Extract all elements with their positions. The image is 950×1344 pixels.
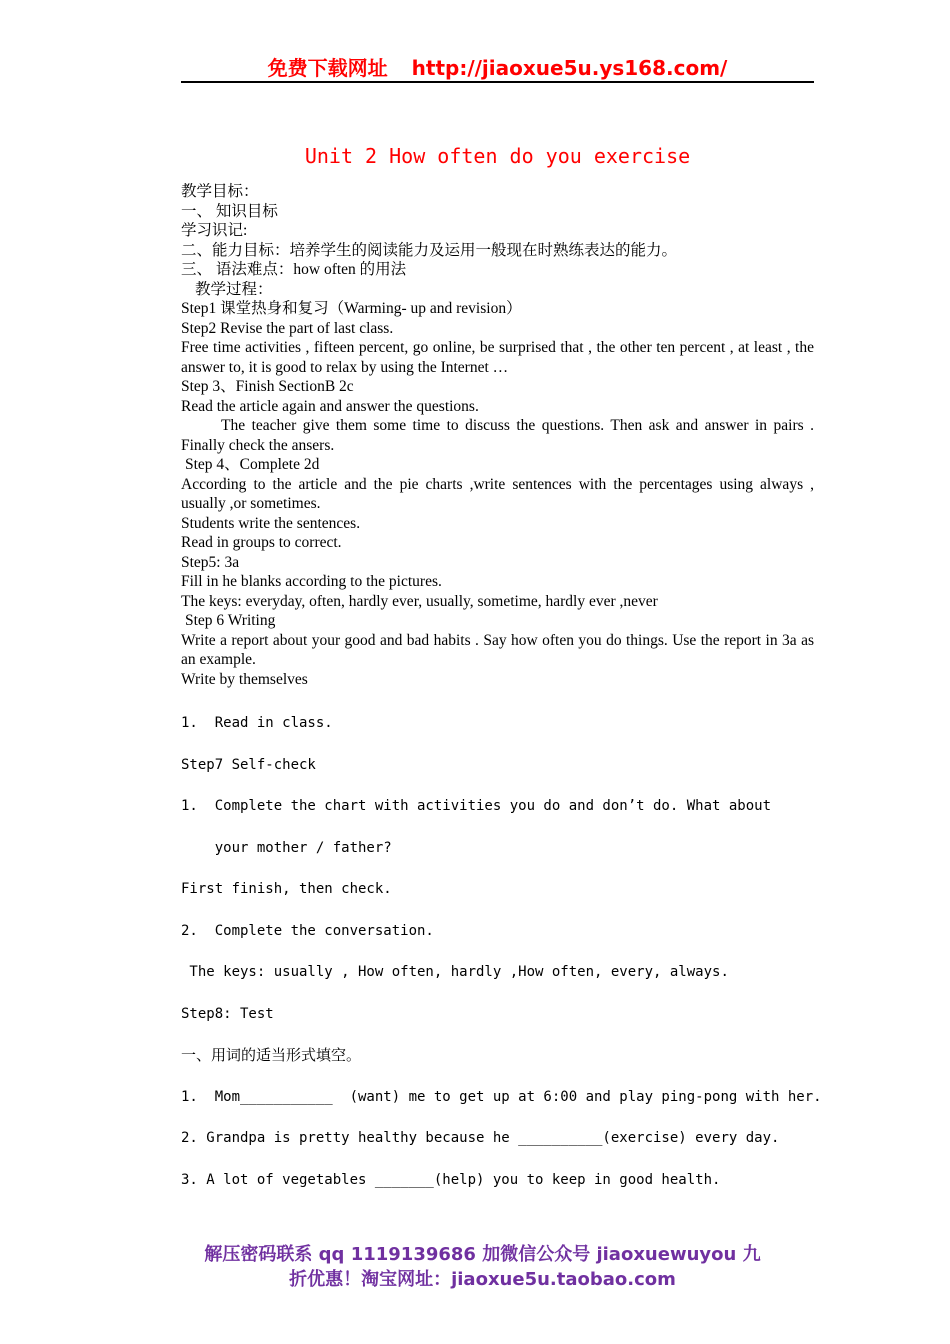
step2-heading: Step2 Revise the part of last class. [181, 319, 394, 337]
teaching-goals-heading: 教学目标： [181, 183, 259, 200]
step7-heading: Step7 Self-check [181, 757, 316, 773]
header-label: 免费下载网址 [267, 56, 388, 80]
test-section-heading: 一、用词的适当形式填空。 [181, 1046, 362, 1064]
header-url-link[interactable]: http://jiaoxue5u.ys168.com/ [411, 56, 728, 80]
test-question-3: 3. A lot of vegetables _______(help) you to keep in good health. [181, 1172, 721, 1188]
step2-phrases: Free time activities , fifteen percent, go online, be surprised that , the other ten percent , at least , the answer to, it is good to relax by using the Internet … [181, 339, 814, 376]
memorize-line: 学习识记: [181, 222, 248, 239]
step5-keys: The keys: everyday, often, hardly ever, usually, sometime, hardly ever ,never [181, 592, 658, 610]
step4-heading: Step 4、Complete 2d [185, 456, 320, 473]
footer-line-2: 折优惠！淘宝网址：jiaoxue5u.taobao.com [289, 1269, 676, 1290]
step4-instruction: According to the article and the pie charts ,write sentences with the percentages using always , usually ,or sometimes. [181, 475, 814, 512]
page-footer [175, 1242, 790, 1292]
footer-line-1: 解压密码联系 qq 1119139686 加微信公众号 jiaoxuewuyou 九 [204, 1244, 761, 1265]
grammar-difficulty: 三、 语法难点：how often 的用法 [181, 261, 407, 278]
document-title: Unit 2 How often do you exercise [304, 144, 691, 168]
self-check-item-1-cont: your mother / father? [181, 840, 392, 856]
self-check-item-1: 1. Complete the chart with activities you do and don’t do. What about [181, 798, 772, 814]
self-check-item-2: 2. Complete the conversation. [181, 923, 434, 939]
step6-write: Write by themselves [181, 670, 308, 688]
step5-instruction: Fill in he blanks according to the pictures. [181, 573, 442, 590]
ability-goal: 二、能力目标：培养学生的阅读能力及运用一般现在时熟练表达的能力。 [181, 241, 678, 259]
test-question-1: 1. Mom___________ (want) me to get up at 6:00 and play ping-pong with her. [181, 1089, 822, 1105]
test-question-2: 2. Grandpa is pretty healthy because he __________(exercise) every day. [181, 1130, 780, 1146]
knowledge-goal: 一、 知识目标 [181, 202, 278, 220]
teaching-process-heading: 教学过程： [195, 280, 273, 298]
first-finish: First finish, then check. [181, 881, 392, 897]
step4-groups: Read in groups to correct. [181, 534, 342, 551]
step5-heading: Step5: 3a [181, 553, 240, 571]
step6-instruction: Write a report about your good and bad habits . Say how often you do things. Use the report in 3a as an example. [181, 631, 814, 668]
step4-students: Students write the sentences. [181, 514, 361, 532]
self-check-keys: The keys: usually , How often, hardly ,How often, every, always. [181, 964, 729, 980]
page-header [181, 55, 814, 83]
step6-heading: Step 6 Writing [185, 612, 276, 629]
step3-detail: The teacher give them some time to discuss the questions. Then ask and answer in pairs . Finally check the ansers. [181, 417, 814, 454]
step3-heading: Step 3、Finish SectionB 2c [181, 378, 354, 395]
step3-instruction: Read the article again and answer the questions. [181, 397, 479, 415]
lesson-body [181, 182, 814, 689]
step1-heading: Step1 课堂热身和复习（Warming- up and revision） [181, 300, 522, 317]
read-in-class: 1. Read in class. [181, 715, 333, 731]
step8-heading: Step8: Test [181, 1006, 274, 1022]
